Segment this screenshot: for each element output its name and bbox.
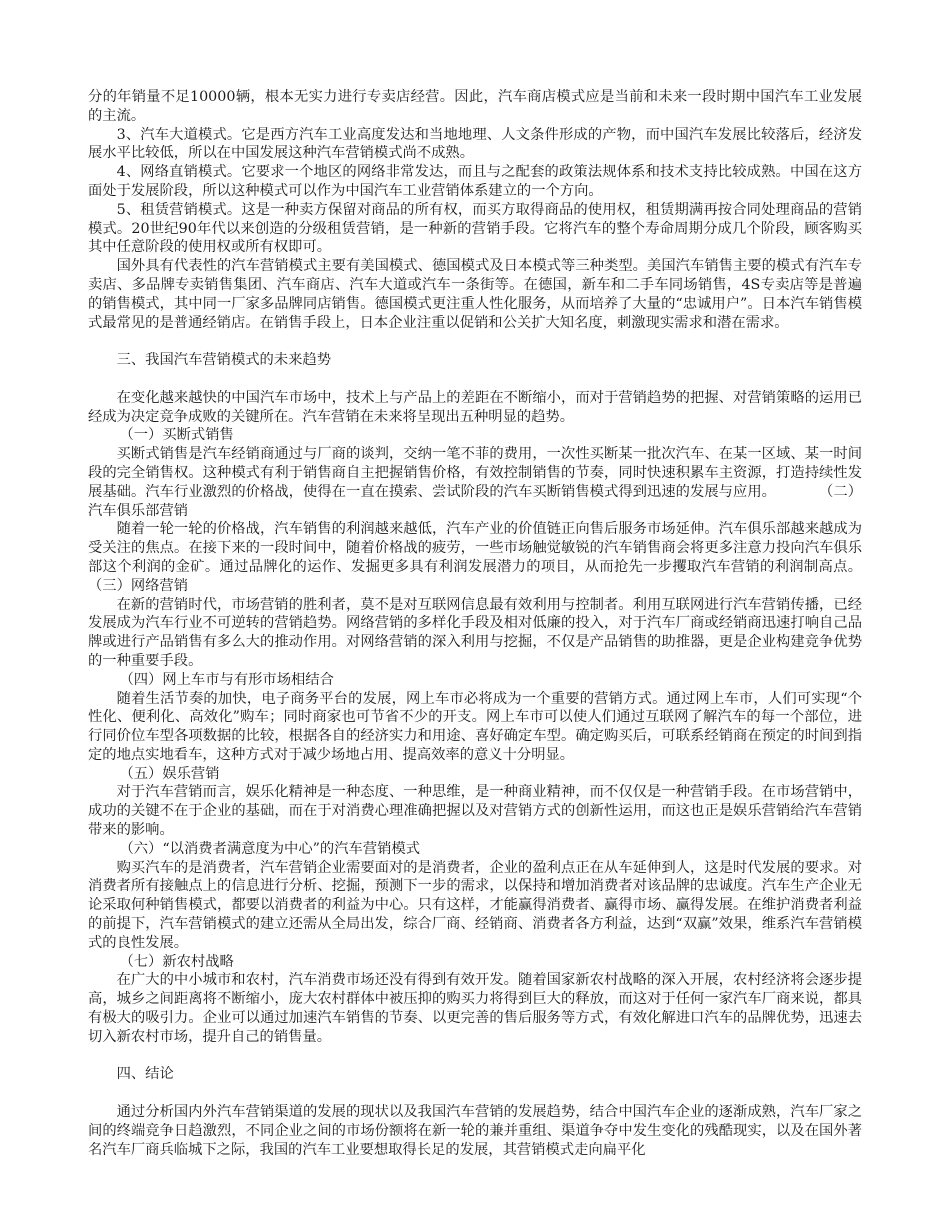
blank-line [88, 332, 862, 351]
blank-line [88, 1084, 862, 1103]
paragraph: 在广大的中小城市和农村，汽车消费市场还没有得到有效开发。随着国家新农村战略的深入开展，农村经济将会逐步提高，城乡之间距离将不断缩小，庞大农村群体中被压抑的购买力将得到巨大的释放，而这对于任何一家汽车厂商来说，都具有极大的吸引力。企业可以通过加速汽车销售的节奏、以更完善的售后服务等方式，有效化解进口汽车的品牌优势，迅速去切入新农村市场，提升自己的销售量。 [88, 972, 862, 1045]
paragraph: 随着生活节奏的加快，电子商务平台的发展，网上车市必将成为一个重要的营销方式。通过网上车市，人们可实现“个性化、便利化、高效化”购车；同时商家也可节省不少的开支。网上车市可以使人们通过互联网了解汽车的每一个部位，进行同价位车型各项数据的比较，根据各自的经济实力和用途、喜好确定车型。确定购买后，可联系经销商在预定的时间到指定的地点实地看车，这种方式对于减少场地占用、提高效率的意义十分明显。 [88, 690, 862, 763]
paragraph: 4、网络直销模式。它要求一个地区的网络非常发达，而且与之配套的政策法规体系和技术支持比较成熟。中国在这方面处于发展阶段，所以这种模式可以作为中国汽车工业营销体系建立的一个方向。 [88, 164, 862, 199]
blank-line [88, 370, 862, 389]
paragraph: 3、汽车大道模式。它是西方汽车工业高度发达和当地地理、人文条件形成的产物，而中国汽车发展比较落后，经济发展水平比较低，所以在中国发展这种汽车营销模式尚不成熟。 [88, 126, 862, 162]
subsection-heading: （一）买断式销售 [119, 427, 234, 444]
paragraph: 对于汽车营销而言，娱乐化精神是一种态度、一种思维，是一种商业精神，而不仅仅是一种营销手段。在市场营销中，成功的关键不在于企业的基础，而在于对消费心理准确把握以及对营销方式的创新性运用，而这也正是娱乐营销给汽车营销带来的影响。 [88, 784, 862, 839]
subsection-heading: （五）娱乐营销 [119, 765, 220, 782]
paragraph: 5、租赁营销模式。这是一种卖方保留对商品的所有权，而买方取得商品的使用权，租赁期满再按合同处理商品的营销模式。20世纪90年代以来创造的分级租赁营销，是一种新的营销手段。它将汽车的整个寿命周期分成几个阶段，顾客购买其中任意阶段的使用权或所有权即可。 [88, 201, 862, 256]
subsection-heading: （七）新农村战略 [119, 953, 234, 970]
paragraph: 通过分析国内外汽车营销渠道的发展的现状以及我国汽车营销的发展趋势，结合中国汽车企业的逐渐成熟，汽车厂家之间的终端竞争日趋激烈，不同企业之间的市场份额将在新一轮的兼并重组、渠道争夺中发生变化的残酷现实，以及在国外著名汽车厂商兵临城下之际，我国的汽车工业要想取得长足的发展，其营销模式走向扁平化 [88, 1104, 862, 1158]
section-heading: 三、我国汽车营销模式的未来趋势 [116, 352, 332, 369]
paragraph: 买断式销售是汽车经销商通过与厂商的谈判，交纳一笔不菲的费用，一次性买断某一批次汽车、在某一区域、某一时间段的完全销售权。这种模式有利于销售商自主把握销售价格，有效控制销售的节奏，同时快速积累车主资源，打造持续性发展基础。汽车行业激烈的价格战，使得在一直在摸索、尝试阶段的汽车买断销售模式得到迅速的发展与应用。 （二）汽车俱乐部营销 [88, 446, 862, 519]
paragraph: 在新的营销时代，市场营销的胜利者，莫不是对互联网信息最有效利用与控制者。利用互联网进行汽车营销传播，已经发展成为汽车行业不可逆转的营销趋势。网络营销的多样化手段及相对低廉的投入，对于汽车厂商或经销商迅速打响自己品牌或进行产品销售有多么大的推动作用。对网络营销的深入利用与挖掘，不仅是产品销售的助推器，更是企业构建竞争优势的一种重要手段。 [88, 596, 862, 669]
paragraph: 购买汽车的是消费者，汽车营销企业需要面对的是消费者，企业的盈利点正在从车延伸到人，这是时代发展的要求。对消费者所有接触点上的信息进行分析、挖掘，预测下一步的需求，以保持和增加消费者对该品牌的忠诚度。汽车生产企业无论采取何种销售模式，都要以消费者的利益为中心。只有这样，才能赢得消费者、赢得市场、赢得发展。在维护消费者利益的前提下，汽车营销模式的建立还需从全局出发，综合厂商、经销商、消费者各方利益，达到“双赢”效果，维系汽车营销模式的良性发展。 [88, 859, 862, 951]
subsection-heading: （四）网上车市与有形市场相结合 [119, 671, 334, 688]
subsection-heading: （六）“以消费者满意度为中心”的汽车营销模式 [119, 840, 421, 857]
paragraph: 分的年销量不足10000辆，根本无实力进行专卖店经营。因此，汽车商店模式应是当前和未来一段时期中国汽车工业发展的主流。 [88, 89, 862, 124]
section-heading: 四、结论 [116, 1066, 174, 1083]
blank-line [88, 1047, 862, 1066]
paragraph: 随着一轮一轮的价格战，汽车销售的利润越来越低，汽车产业的价值链正向售后服务市场延伸。汽车俱乐部越来越成为受关注的焦点。在接下来的一段时间中，随着价格战的疲劳，一些市场触觉敏锐的汽车销售商会将更多注意力投向汽车俱乐部这个利润的金矿。通过品牌化的运作、发掘更多具有利润发展潜力的项目，从而抢先一步攫取汽车营销的利润制高点。（三）网络营销 [88, 521, 862, 594]
paragraph: 国外具有代表性的汽车营销模式主要有美国模式、德国模式及日本模式等三种类型。美国汽车销售主要的模式有汽车专卖店、多品牌专卖销售集团、汽车商店、汽车大道或汽车一条街等。在德国，新车和二手车同场销售，4S专卖店等是普遍的销售模式，其中同一厂家多品牌同店销售。德国模式更注重人性化服务，从而培养了大量的“忠诚用户”。日本汽车销售模式最常见的是普通经销店。在销售手段上，日本企业注重以促销和公关扩大知名度，刺激现实需求和潜在需求。 [88, 258, 862, 331]
paragraph: 在变化越来越快的中国汽车市场中，技术上与产品上的差距在不断缩小，而对于营销趋势的把握、对营销策略的运用已经成为决定竞争成败的关键所在。汽车营销在未来将呈现出五种明显的趋势。 [88, 389, 862, 425]
